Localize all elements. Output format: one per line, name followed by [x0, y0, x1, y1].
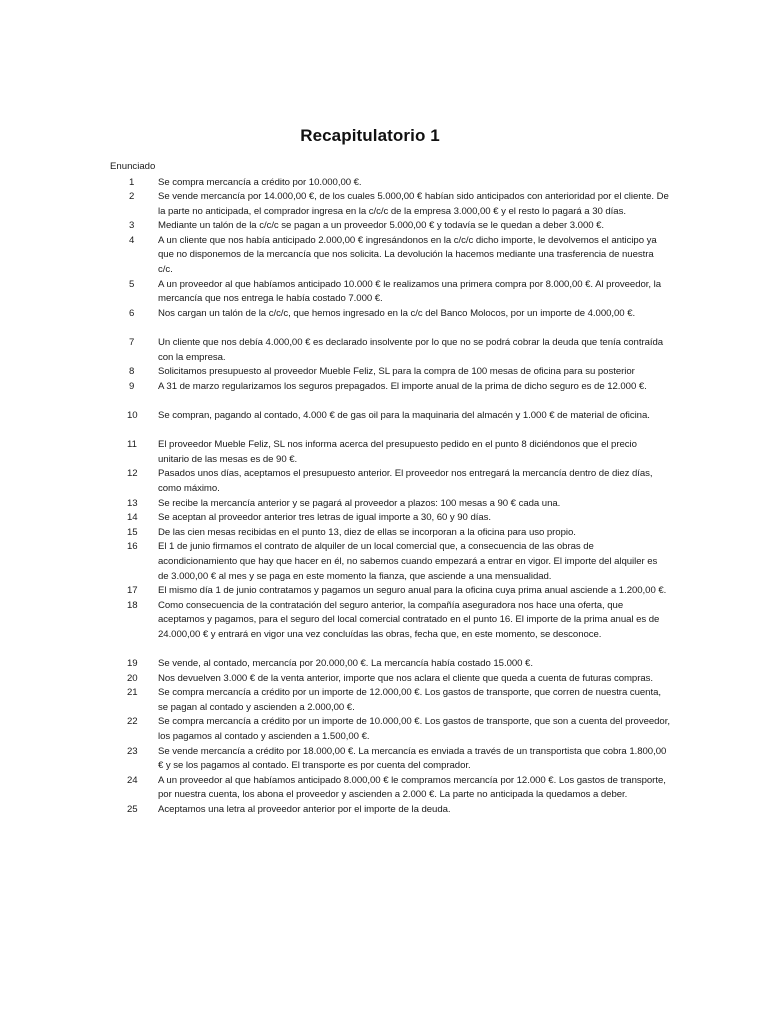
- list-item-7: [110, 336, 670, 365]
- exercise-list: [110, 176, 670, 818]
- list-item-21: [110, 686, 670, 715]
- item-number: 1: [129, 176, 135, 188]
- item-text: El proveedor Mueble Feliz, SL nos informa acerca del presupuesto pedido en el punto 8 diciéndonos que el precio unitario de las mesas es de 90 €.: [158, 439, 637, 465]
- item-number: 10: [127, 410, 138, 421]
- list-item-22: [110, 715, 670, 744]
- section-label-enunciado: Enunciado: [110, 161, 156, 172]
- item-text: Nos devuelven 3.000 € de la venta anterior, importe que nos aclara el cliente que queda a cuenta de futuras compras.: [158, 672, 653, 684]
- item-number: 15: [127, 526, 138, 538]
- item-number: 8: [129, 366, 135, 378]
- item-text: Nos cargan un talón de la c/c/c, que hemos ingresado en la c/c del Banco Molocos, por un importe de 4.000,00 €.: [158, 307, 636, 319]
- list-item-15: [110, 526, 670, 541]
- item-text: Se compran, pagando al contado, 4.000 € de gas oil para la maquinaria del almacén y 1.000 € de material de oficina.: [158, 410, 650, 421]
- item-number: 18: [127, 599, 138, 611]
- list-item-25: [110, 803, 670, 818]
- item-number: 7: [129, 337, 135, 349]
- item-number: 20: [127, 672, 138, 684]
- item-number: 9: [129, 380, 135, 392]
- item-number: 25: [127, 804, 138, 816]
- item-text: Se compra mercancía a crédito por un importe de 12.000,00 €. Los gastos de transporte, que corren de nuestra cuenta, se pagan al contado y ascienden a 2.000,00 €.: [158, 687, 661, 713]
- list-item-5: [110, 278, 670, 307]
- list-item-14: [110, 511, 670, 526]
- item-text: De las cien mesas recibidas en el punto 13, diez de ellas se incorporan a la oficina para uso propio.: [158, 526, 576, 538]
- page-title: Recapitulatorio 1: [300, 126, 440, 145]
- item-number: 13: [127, 497, 138, 509]
- item-number: 4: [129, 234, 135, 246]
- list-item-6: [110, 307, 670, 322]
- item-number: 24: [127, 774, 138, 786]
- list-item-4: [110, 234, 670, 278]
- list-item-23: [110, 745, 670, 774]
- list-item-10: [110, 409, 670, 424]
- item-text: Se compra mercancía a crédito por un importe de 10.000,00 €. Los gastos de transporte, que son a cuenta del proveedor, los pagamos al contado y ascienden a 1.500,00 €.: [158, 716, 670, 743]
- list-item-18: [110, 599, 670, 643]
- item-text: A un proveedor al que habíamos anticipado 10.000 € le realizamos una primera compra por 8.000,00 €. Al proveedor, la mercancía que nos entrega le había costado 7.000 €.: [158, 278, 661, 305]
- list-item-2: [110, 190, 670, 219]
- item-text: Se aceptan al proveedor anterior tres letras de igual importe a 30, 60 y 90 días.: [158, 512, 491, 524]
- item-text: Solicitamos presupuesto al proveedor Mueble Feliz, SL para la compra de 100 mesas de oficina para su posterior: [158, 366, 635, 378]
- item-number: 3: [129, 220, 135, 232]
- item-text: A un proveedor al que habíamos anticipado 8.000,00 € le compramos mercancía por 12.000 €. Los gastos de transporte, por nuestra cuenta, los abona el proveedor y ascienden a 2.000 €. La parte no anticipada la quedamos a deber.: [158, 774, 666, 801]
- item-number: 14: [127, 512, 138, 524]
- item-text: Se recibe la mercancía anterior y se pagará al proveedor a plazos: 100 mesas a 90 € cada una.: [158, 497, 561, 509]
- item-number: 19: [127, 658, 138, 670]
- item-text: Se vende mercancía a crédito por 18.000,00 €. La mercancía es enviada a través de un transportista que cobra 1.800,00 € y se los pagamos al contado. El transporte es por cuenta del comprador.: [158, 745, 667, 772]
- item-number: 23: [127, 745, 138, 757]
- list-item-3: [110, 219, 670, 234]
- list-item-13: [110, 497, 670, 512]
- item-number: 17: [127, 585, 138, 597]
- item-number: 16: [127, 541, 138, 553]
- item-text: El mismo día 1 de junio contratamos y pagamos un seguro anual para la oficina cuya prima anual asciende a 1.200,00 €.: [158, 585, 667, 597]
- item-number: 5: [129, 278, 135, 290]
- item-text: Como consecuencia de la contratación del seguro anterior, la compañía aseguradora nos hace una oferta, que aceptamos y pagamos, para el seguro del local comercial contratado en el punto 16. El importe de la prima anual es de 24.000,00 € y entrará en vigor una vez concluídas las obras, fecha que, en este momento, se desconoce.: [158, 599, 660, 640]
- item-text: El 1 de junio firmamos el contrato de alquiler de un local comercial que, a consecuencia de las obras de acondicionamiento que hay que hacer en él, no sabemos cuando empezará a entrar en vigor. El importe del alquiler es de 3.000,00 € al mes y se paga en este momento la fianza, que asciende a una mensualidad.: [158, 541, 658, 582]
- item-text: A 31 de marzo regularizamos los seguros prepagados. El importe anual de la prima de dicho seguro es de 12.000 €.: [158, 380, 647, 392]
- list-item-12: [110, 467, 670, 496]
- item-text: A un cliente que nos había anticipado 2.000,00 € ingresándonos en la c/c/c dicho importe, le devolvemos el anticipo ya que no disponemos de la mercancía que nos solicita. La devolución la hacemos mediante una trasferencia de nuestra c/c.: [158, 234, 657, 276]
- item-number: 22: [127, 716, 138, 728]
- item-number: 21: [127, 687, 138, 699]
- item-text: Mediante un talón de la c/c/c se pagan a un proveedor 5.000,00 € y todavía se le quedan a deber 3.000 €.: [158, 220, 605, 232]
- item-text: Un cliente que nos debía 4.000,00 € es declarado insolvente por lo que no se podrá cobrar la deuda que tenía contraída con la empresa.: [158, 337, 664, 363]
- list-item-19: [110, 657, 670, 672]
- item-text: Se vende mercancía por 14.000,00 €, de los cuales 5.000,00 € habían sido anticipados con anterioridad por el cliente. De la parte no anticipada, el comprador ingresa en la c/c/c de la empresa 3.000,00 € y el resto lo pagará a 30 días.: [158, 191, 669, 217]
- item-text: Pasados unos días, aceptamos el presupuesto anterior. El proveedor nos entregará la mercancía dentro de diez días, como máximo.: [158, 468, 653, 494]
- item-text: Aceptamos una letra al proveedor anterior por el importe de la deuda.: [158, 804, 451, 816]
- list-item-8: [110, 365, 670, 380]
- list-item-9: [110, 380, 670, 395]
- list-item-17: [110, 584, 670, 599]
- item-number: 2: [129, 191, 135, 203]
- item-number: 11: [127, 439, 137, 451]
- item-number: 6: [129, 307, 135, 319]
- list-item-1: [110, 176, 670, 191]
- item-text: Se compra mercancía a crédito por 10.000,00 €.: [158, 176, 362, 188]
- list-item-16: [110, 540, 670, 584]
- item-text: Se vende, al contado, mercancía por 20.000,00 €. La mercancía había costado 15.000 €.: [158, 658, 533, 670]
- list-item-20: [110, 672, 670, 687]
- list-item-11: [110, 438, 670, 467]
- item-number: 12: [127, 468, 138, 480]
- list-item-24: [110, 774, 670, 803]
